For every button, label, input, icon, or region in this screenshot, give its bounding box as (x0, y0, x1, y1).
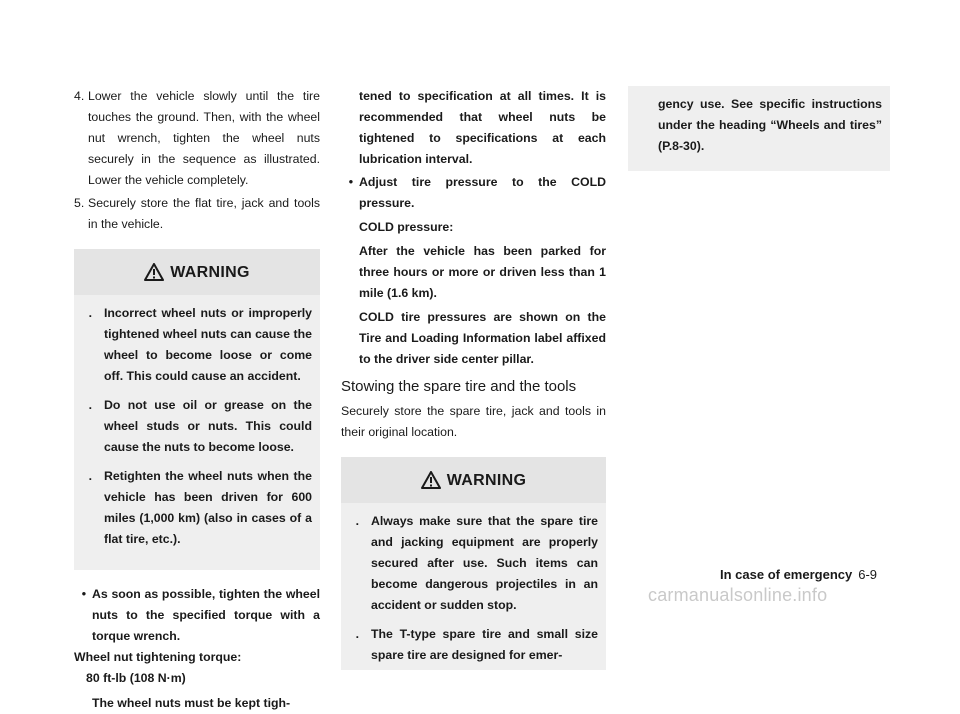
cold-label: COLD pressure: (359, 220, 454, 234)
step-text: Lower the vehicle slowly until the tire touches the ground. Then, with the wheel nut wrench, tighten the wheel nuts securely in the sequence as illustrated. Lower the vehicle completely. (88, 89, 320, 187)
warning-icon (421, 471, 441, 489)
bullet-item: • As soon as possible, tighten the wheel nuts to the specified torque with a torque wrench. (81, 587, 320, 643)
warning-item: . Retighten the wheel nuts when the vehicle has been driven for 600 miles (1,000 km) (also in cases of a flat tire, etc.). (88, 469, 312, 546)
footer-section: In case of emergency (720, 567, 853, 582)
warning-title: WARNING (446, 471, 527, 489)
torque-label: Wheel nut tightening torque: (74, 650, 242, 664)
continued-text: tened to specification at all times. It is recommended that wheel nuts be tightened to specifications at each lubrication interval. (359, 89, 606, 166)
warning-continued: gency use. See specific instructions under the heading “Wheels and tires” (P.8-30). (628, 86, 890, 171)
column-2 (341, 86, 606, 670)
step-4 (74, 86, 320, 191)
warning-body (74, 295, 320, 570)
step-text: Securely store the flat tire, jack and tools in the vehicle. (88, 196, 320, 231)
warning-item: . Incorrect wheel nuts or improperly tightened wheel nuts can cause the wheel to become loose or come off. This could cause an accident. (88, 306, 312, 383)
step-number: 5. (74, 196, 85, 210)
bullet-item: • Adjust tire pressure to the COLD pressure. (348, 175, 606, 210)
warning-header (341, 457, 606, 503)
section-text: Securely store the spare tire, jack and tools in their original location. (341, 404, 606, 439)
warning-box (74, 249, 320, 570)
warning-icon (144, 263, 164, 281)
column-3 (628, 86, 890, 171)
warning-item: . Do not use oil or grease on the wheel studs or nuts. This could cause the nuts to become loose. (88, 398, 312, 454)
warning-header (74, 249, 320, 295)
warning-item: . The T-type spare tire and small size spare tire are designed for emer- (355, 627, 598, 662)
cold-text-1: After the vehicle has been parked for three hours or more or driven less than 1 mile (1.6 km). (359, 244, 606, 300)
step-5 (74, 193, 320, 235)
warning-title: WARNING (170, 263, 250, 281)
page-footer (720, 567, 877, 582)
cold-text-2: COLD tire pressures are shown on the Tire and Loading Information label affixed to the driver side center pillar. (359, 310, 606, 366)
section-title: Stowing the spare tire and the tools (341, 378, 577, 395)
warning-body (341, 503, 606, 670)
warning-item: . Always make sure that the spare tire and jacking equipment are properly secured after use. Such items can become dangerous projectiles in an accident or sudden stop. (355, 514, 598, 612)
kept-text: The wheel nuts must be kept tigh- (92, 696, 291, 710)
warning-box (341, 457, 606, 670)
torque-value: 80 ft-lb (108 N·m) (86, 671, 186, 685)
column-1 (74, 86, 320, 714)
step-number: 4. (74, 89, 85, 103)
page-number: 6-9 (858, 567, 878, 582)
watermark: carmanualsonline.info (648, 585, 828, 605)
